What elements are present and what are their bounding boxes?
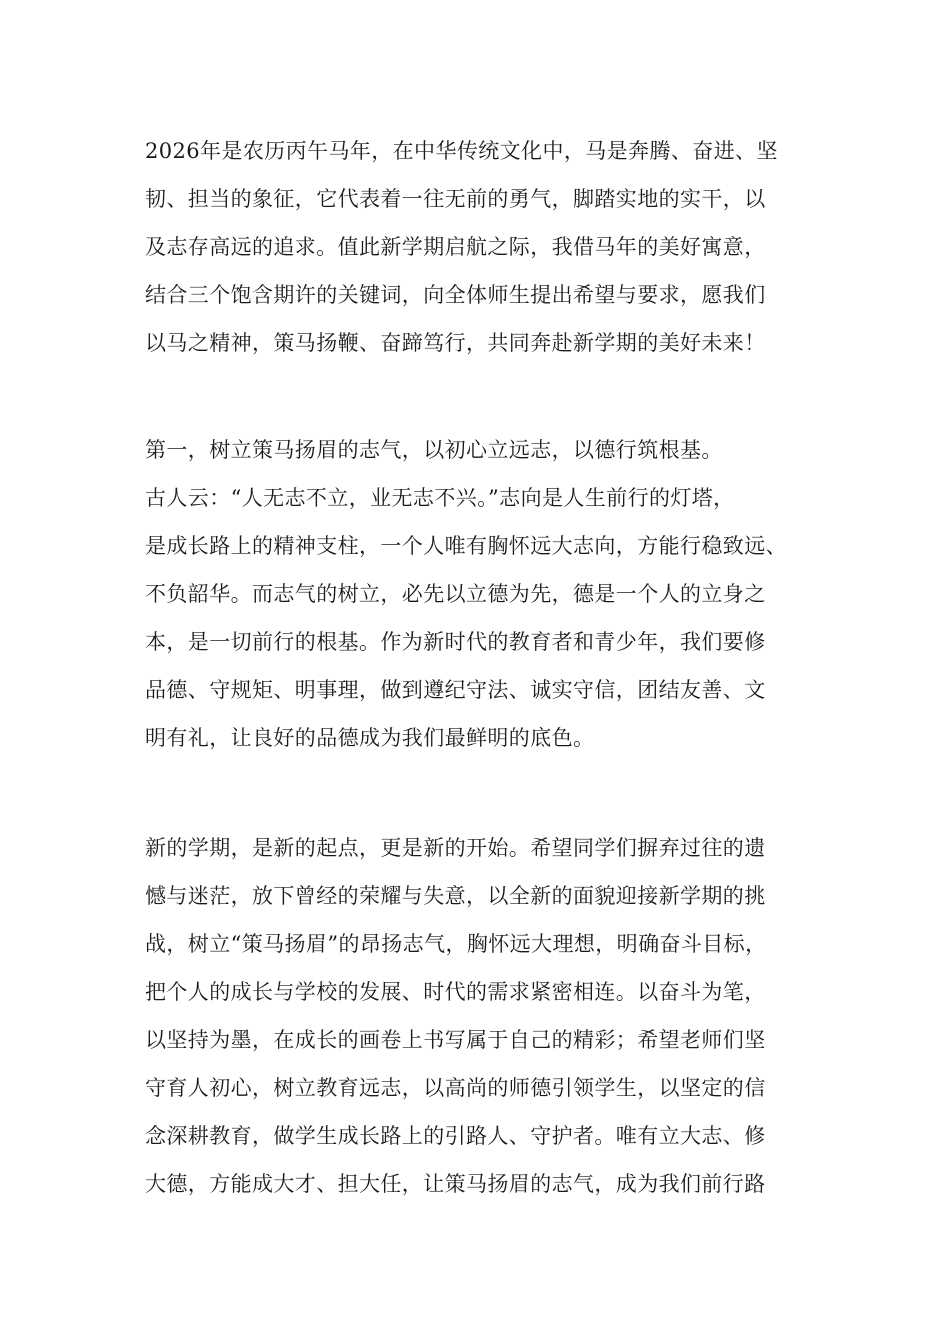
paragraph-1-line-3: 及志存高远的追求。值此新学期启航之际，我借马年的美好寓意， <box>145 235 766 259</box>
paragraph-3-line-1: 新的学期，是新的起点，更是新的开始。希望同学们摒弃过往的遗 <box>145 836 766 860</box>
paragraph-2-line-6: 品德、守规矩、明事理，做到遵纪守法、诚实守信，团结友善、文 <box>145 678 766 702</box>
paragraph-2-line-7: 明有礼，让良好的品德成为我们最鲜明的底色。 <box>145 726 595 750</box>
paragraph-3-line-7: 念深耕教育，做学生成长路上的引路人、守护者。唯有立大志、修 <box>145 1124 766 1148</box>
paragraph-2-line-2: 古人云：“人无志不立，业无志不兴。”志向是人生前行的灯塔， <box>145 486 735 510</box>
paragraph-3-line-3: 战，树立“策马扬眉”的昂扬志气，胸怀远大理想，明确奋斗目标， <box>145 932 767 956</box>
paragraph-2-line-1: 第一，树立策马扬眉的志气，以初心立远志，以德行筑根基。 <box>145 438 723 462</box>
paragraph-3-line-6: 守育人初心，树立教育远志，以高尚的师德引领学生，以坚定的信 <box>145 1076 766 1100</box>
paragraph-1-line-2: 韧、担当的象征，它代表着一往无前的勇气，脚踏实地的实干，以 <box>145 187 766 211</box>
paragraph-1-line-1: 2026年是农历丙午马年，在中华传统文化中，马是奔腾、奋进、坚 <box>145 139 778 163</box>
paragraph-2-line-3: 是成长路上的精神支柱，一个人唯有胸怀远大志向，方能行稳致远、 <box>145 534 787 558</box>
paragraph-1-line-5: 以马之精神，策马扬鞭、奋蹄笃行，共同奔赴新学期的美好未来！ <box>145 331 766 355</box>
paragraph-3-line-4: 把个人的成长与学校的发展、时代的需求紧密相连。以奋斗为笔， <box>145 980 766 1004</box>
paragraph-2-line-5: 本，是一切前行的根基。作为新时代的教育者和青少年，我们要修 <box>145 630 766 654</box>
paragraph-3-line-8: 大德，方能成大才、担大任，让策马扬眉的志气，成为我们前行路 <box>145 1172 766 1196</box>
paragraph-2-line-4: 不负韶华。而志气的树立，必先以立德为先，德是一个人的立身之 <box>145 582 766 606</box>
paragraph-3-line-5: 以坚持为墨，在成长的画卷上书写属于自己的精彩；希望老师们坚 <box>145 1028 766 1052</box>
paragraph-1-line-4: 结合三个饱含期许的关键词，向全体师生提出希望与要求，愿我们 <box>145 283 766 307</box>
paragraph-3-line-2: 憾与迷茫，放下曾经的荣耀与失意，以全新的面貌迎接新学期的挑 <box>145 884 766 908</box>
